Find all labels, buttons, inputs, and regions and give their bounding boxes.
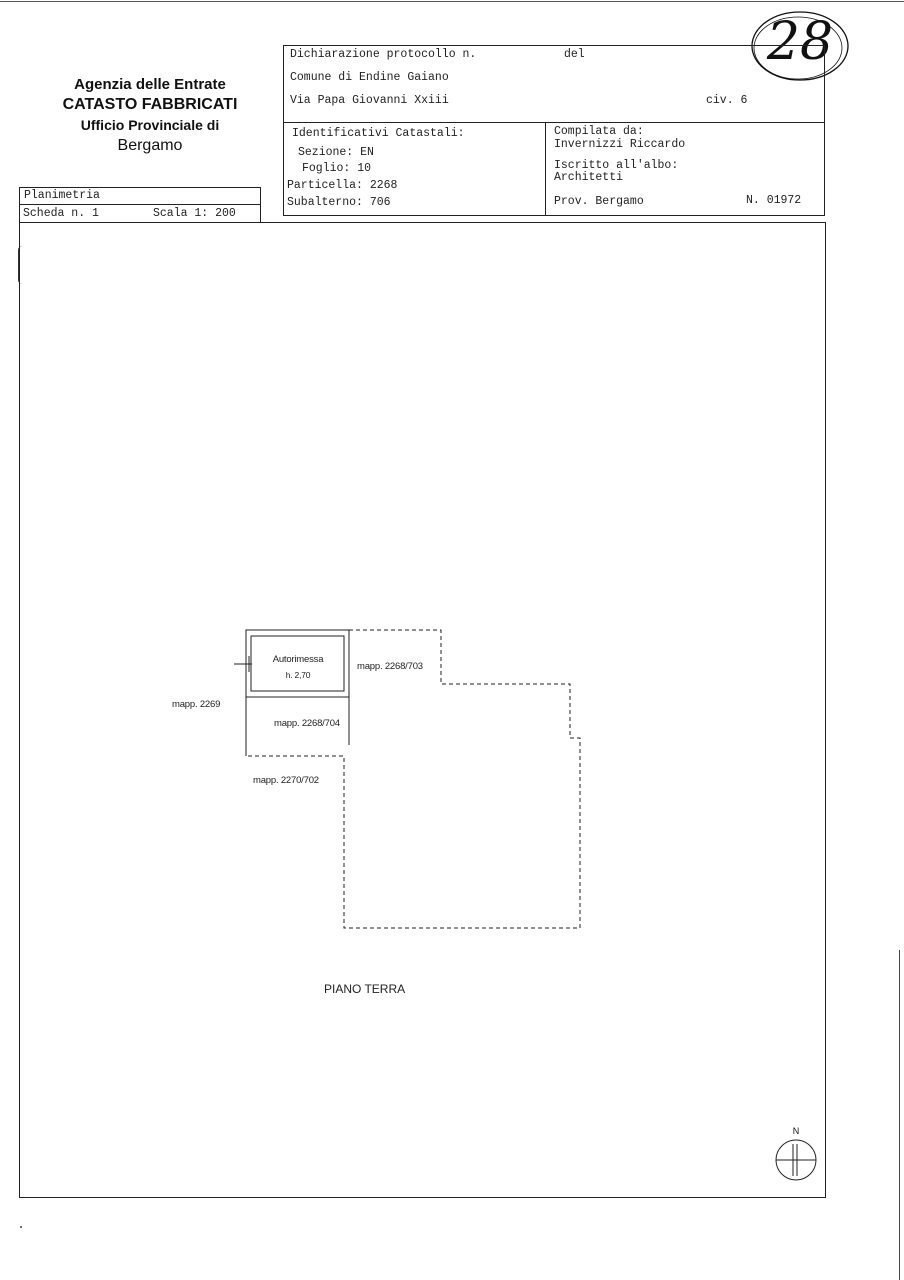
mapp-702-label: mapp. 2270/702 bbox=[253, 775, 319, 786]
north-letter: N bbox=[792, 1126, 800, 1136]
identificativi-title: Identificativi Catastali: bbox=[292, 127, 465, 140]
civ-text: civ. 6 bbox=[706, 94, 748, 107]
north-icon bbox=[772, 1136, 820, 1184]
mapp-704-label: mapp. 2268/704 bbox=[274, 718, 340, 729]
scheda-text: Scheda n. 1 bbox=[23, 207, 99, 220]
subalterno-text: Subalterno: 706 bbox=[287, 196, 391, 209]
albo-label: Iscritto all'albo: bbox=[554, 159, 679, 172]
mapp-703-label: mapp. 2268/703 bbox=[357, 661, 423, 672]
compilata-label: Compilata da: bbox=[554, 125, 644, 138]
agency-name: Agenzia delle Entrate bbox=[74, 76, 226, 93]
planimetria-title: Planimetria bbox=[24, 189, 100, 202]
compilata-name: Invernizzi Riccardo bbox=[554, 138, 686, 151]
albo-value: Architetti bbox=[554, 171, 624, 184]
floor-label: PIANO TERRA bbox=[324, 982, 406, 996]
mapp-2269-label: mapp. 2269 bbox=[172, 699, 221, 710]
del-label: del bbox=[564, 48, 585, 61]
scala-text: Scala 1: 200 bbox=[153, 207, 236, 220]
room-name: Autorimessa bbox=[272, 654, 324, 665]
comune-text: Comune di Endine Gaiano bbox=[290, 71, 449, 84]
via-text: Via Papa Giovanni Xxiii bbox=[290, 94, 449, 107]
room-height: h. 2,70 bbox=[285, 670, 311, 680]
north-arrow bbox=[772, 1124, 820, 1184]
ufficio-label: Ufficio Provinciale di bbox=[80, 117, 220, 133]
numero-text: N. 01972 bbox=[746, 194, 802, 207]
foglio-text: Foglio: 10 bbox=[302, 162, 372, 175]
catasto-title: CATASTO FABBRICATI bbox=[62, 96, 238, 113]
ufficio-city: Bergamo bbox=[117, 137, 183, 154]
stamp-number: 28 bbox=[766, 12, 834, 72]
scan-dot bbox=[20, 1226, 22, 1228]
protocol-label: Dichiarazione protocollo n. bbox=[290, 48, 477, 61]
sezione-text: Sezione: EN bbox=[298, 146, 374, 159]
prov-text: Prov. Bergamo bbox=[554, 195, 644, 208]
particella-text: Particella: 2268 bbox=[287, 179, 398, 192]
scan-right-edge bbox=[899, 950, 900, 1280]
